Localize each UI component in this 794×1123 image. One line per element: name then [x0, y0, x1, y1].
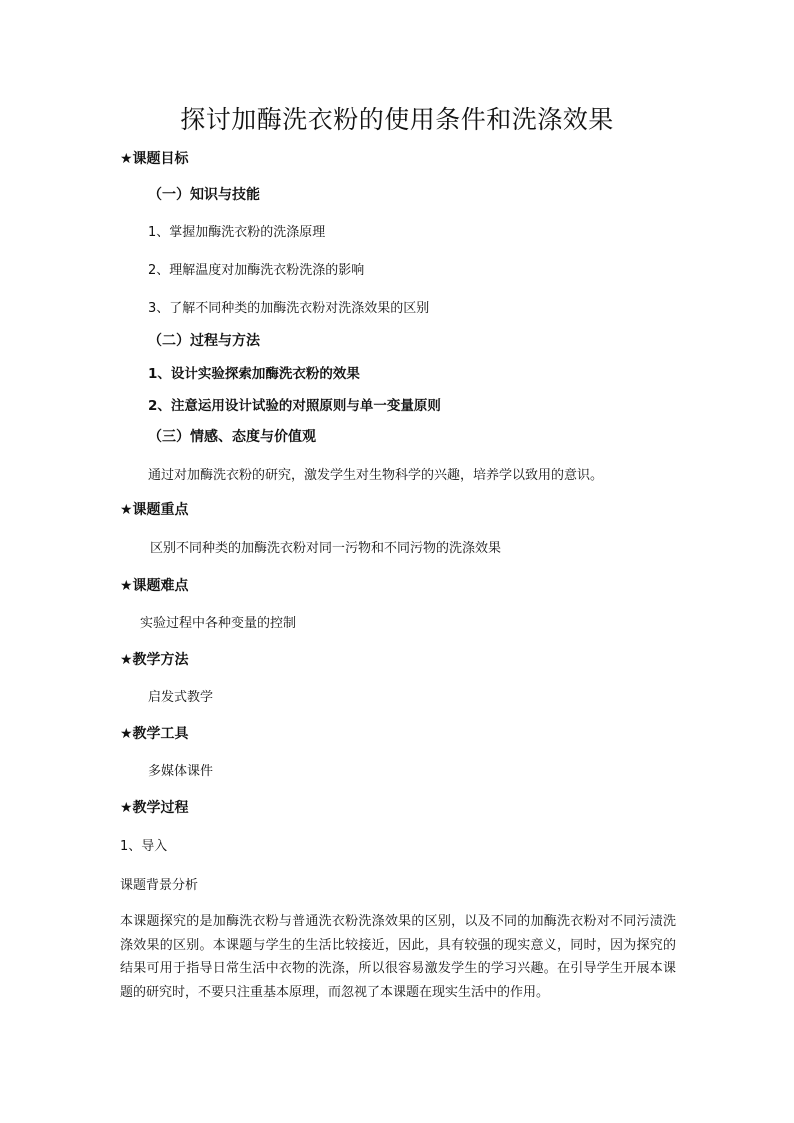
- heading-tools: ★教学工具: [120, 726, 189, 742]
- heading-method: ★教学方法: [120, 652, 189, 668]
- list-item: 1、设计实验探索加酶洗衣粉的效果: [148, 366, 360, 382]
- focus-text: 区别不同种类的加酶洗衣粉对同一污物和不同污物的洗涤效果: [150, 541, 502, 556]
- tools-text: 多媒体课件: [148, 764, 214, 779]
- process-step: 1、导入: [120, 839, 168, 854]
- list-item: 2、理解温度对加酶洗衣粉洗涤的影响: [148, 263, 365, 278]
- heading-objectives: ★课题目标: [120, 151, 189, 167]
- process-step-subtitle: 课题背景分析: [120, 878, 199, 893]
- subheading-attitude-values: （三）情感、态度与价值观: [148, 429, 316, 445]
- background-paragraph: 本课题探究的是加酶洗衣粉与普通洗衣粉洗涤效果的区别，以及不同的加酶洗衣粉对不同污渍洗涤效果的区别。本课题与学生的生活比较接近，因此，具有较强的现实意义，同时，因为探究的结果可用于指导日常生活中衣物的洗涤，所以很容易激发学生的学习兴趣。在引导学生开展本课题的研究时，不要只注重基本原理，而忽视了本课题在现实生活中的作用。: [120, 914, 676, 1000]
- document-title: 探讨加酶洗衣粉的使用条件和洗涤效果: [180, 105, 614, 134]
- heading-process: ★教学过程: [120, 800, 189, 816]
- list-item: 1、掌握加酶洗衣粉的洗涤原理: [148, 225, 326, 240]
- difficulty-text: 实验过程中各种变量的控制: [140, 616, 297, 631]
- method-text: 启发式教学: [148, 690, 214, 705]
- subheading-process-methods: （二）过程与方法: [148, 333, 260, 349]
- section-text: 通过对加酶洗衣粉的研究，激发学生对生物科学的兴趣，培养学以致用的意识。: [148, 468, 604, 483]
- heading-focus: ★课题重点: [120, 502, 189, 518]
- list-item: 3、了解不同种类的加酶洗衣粉对洗涤效果的区别: [148, 301, 430, 316]
- heading-difficulty: ★课题难点: [120, 578, 189, 594]
- subheading-knowledge-skills: （一）知识与技能: [148, 187, 260, 203]
- list-item: 2、注意运用设计试验的对照原则与单一变量原则: [148, 398, 441, 414]
